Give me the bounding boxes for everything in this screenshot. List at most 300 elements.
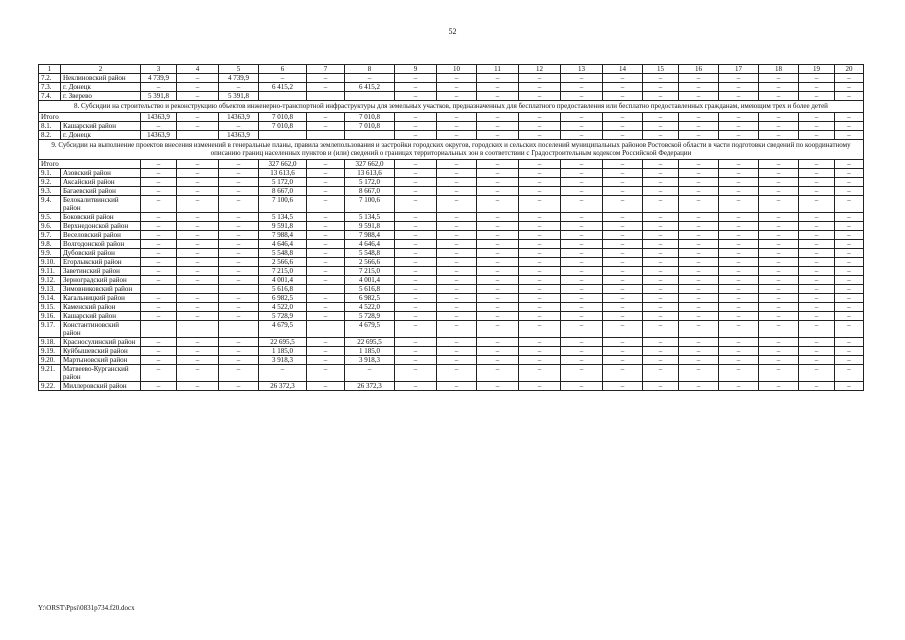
empty-dash-cell: –: [799, 121, 835, 130]
empty-dash-cell: –: [477, 266, 519, 275]
empty-dash-cell: –: [603, 248, 643, 257]
empty-dash-cell: –: [519, 130, 561, 139]
empty-dash-cell: –: [603, 239, 643, 248]
empty-dash-cell: –: [395, 293, 437, 302]
empty-dash-cell: –: [719, 221, 759, 230]
empty-dash-cell: –: [643, 195, 679, 212]
empty-dash-cell: –: [477, 257, 519, 266]
row-number: 8.1.: [39, 121, 61, 130]
empty-dash-cell: –: [679, 92, 719, 101]
empty-dash-cell: –: [719, 239, 759, 248]
empty-dash-cell: –: [519, 212, 561, 221]
empty-dash-cell: –: [395, 212, 437, 221]
empty-dash-cell: –: [759, 275, 799, 284]
empty-dash-cell: –: [437, 248, 477, 257]
empty-dash-cell: –: [561, 320, 603, 337]
row-district-name: Веселовский район: [61, 230, 141, 239]
subsidy-table: [38, 64, 864, 391]
value-cell-c8: –: [345, 74, 395, 83]
empty-dash-cell: –: [799, 186, 835, 195]
row-number: 9.12.: [39, 275, 61, 284]
empty-dash-cell: –: [477, 230, 519, 239]
value-cell-c5: –: [219, 302, 259, 311]
value-cell-c4: –: [177, 302, 219, 311]
empty-dash-cell: –: [561, 337, 603, 346]
empty-dash-cell: –: [561, 364, 603, 381]
row-district-name: Дубовский район: [61, 248, 141, 257]
table-row: [39, 177, 864, 186]
table-row: [39, 159, 864, 168]
empty-dash-cell: –: [395, 355, 437, 364]
section-heading: 8. Субсидии на строительство и реконструкцию объектов инженерно-транспортной инфраструктуры для земельных участков, предназначенных для бесплатного предоставления или бесплатно предоставленных гражданам, имеющим трех и более детей: [39, 101, 864, 113]
value-cell-c6: 5 616,8: [259, 284, 307, 293]
empty-dash-cell: –: [799, 130, 835, 139]
row-district-name: г. Донецк: [61, 83, 141, 92]
empty-dash-cell: –: [603, 92, 643, 101]
empty-dash-cell: –: [477, 275, 519, 284]
value-cell-c5: –: [219, 346, 259, 355]
empty-dash-cell: –: [603, 112, 643, 121]
empty-dash-cell: –: [519, 195, 561, 212]
empty-dash-cell: –: [643, 186, 679, 195]
table-row: [39, 168, 864, 177]
empty-dash-cell: –: [759, 195, 799, 212]
row-district-name: Кашарский район: [61, 121, 141, 130]
value-cell-c7: [307, 320, 345, 337]
empty-dash-cell: –: [835, 364, 864, 381]
value-cell-c7: –: [307, 248, 345, 257]
empty-dash-cell: –: [835, 320, 864, 337]
row-number: 9.1.: [39, 168, 61, 177]
empty-dash-cell: –: [799, 311, 835, 320]
empty-dash-cell: –: [719, 284, 759, 293]
value-cell-c7: [307, 130, 345, 139]
empty-dash-cell: –: [437, 121, 477, 130]
value-cell-c8: 2 566,6: [345, 257, 395, 266]
empty-dash-cell: –: [437, 168, 477, 177]
value-cell-c7: [307, 92, 345, 101]
empty-dash-cell: –: [603, 266, 643, 275]
empty-dash-cell: –: [759, 302, 799, 311]
empty-dash-cell: –: [437, 195, 477, 212]
empty-dash-cell: –: [799, 275, 835, 284]
empty-dash-cell: –: [835, 346, 864, 355]
value-cell-c3: –: [141, 302, 177, 311]
value-cell-c7: –: [307, 112, 345, 121]
value-cell-c5: –: [219, 355, 259, 364]
empty-dash-cell: –: [643, 168, 679, 177]
table-row: [39, 112, 864, 121]
value-cell-c8: 22 695,5: [345, 337, 395, 346]
empty-dash-cell: –: [719, 346, 759, 355]
value-cell-c3: –: [141, 346, 177, 355]
empty-dash-cell: –: [759, 337, 799, 346]
value-cell-c7: –: [307, 337, 345, 346]
value-cell-c6: 4 522,0: [259, 302, 307, 311]
empty-dash-cell: –: [519, 381, 561, 390]
empty-dash-cell: –: [519, 302, 561, 311]
value-cell-c4: –: [177, 92, 219, 101]
value-cell-c5: –: [219, 177, 259, 186]
empty-dash-cell: –: [719, 177, 759, 186]
value-cell-c3: –: [141, 257, 177, 266]
empty-dash-cell: –: [477, 130, 519, 139]
value-cell-c6: 5 172,0: [259, 177, 307, 186]
value-cell-c6: [259, 92, 307, 101]
empty-dash-cell: –: [519, 159, 561, 168]
empty-dash-cell: –: [561, 257, 603, 266]
empty-dash-cell: –: [561, 92, 603, 101]
table-row: [39, 130, 864, 139]
value-cell-c8: –: [345, 364, 395, 381]
empty-dash-cell: –: [679, 168, 719, 177]
table-row: [39, 186, 864, 195]
empty-dash-cell: –: [561, 112, 603, 121]
empty-dash-cell: –: [719, 74, 759, 83]
empty-dash-cell: –: [799, 355, 835, 364]
empty-dash-cell: –: [477, 320, 519, 337]
column-number-cell: 13: [561, 65, 603, 74]
empty-dash-cell: –: [477, 302, 519, 311]
empty-dash-cell: –: [719, 364, 759, 381]
value-cell-c8: [345, 130, 395, 139]
empty-dash-cell: –: [799, 381, 835, 390]
value-cell-c5: –: [219, 381, 259, 390]
empty-dash-cell: –: [719, 320, 759, 337]
empty-dash-cell: –: [477, 186, 519, 195]
value-cell-c3: –: [141, 355, 177, 364]
value-cell-c6: 8 667,0: [259, 186, 307, 195]
empty-dash-cell: –: [477, 212, 519, 221]
value-cell-c5: 14363,9: [219, 112, 259, 121]
table-row: [39, 346, 864, 355]
empty-dash-cell: –: [395, 195, 437, 212]
value-cell-c5: –: [219, 195, 259, 212]
empty-dash-cell: –: [477, 177, 519, 186]
empty-dash-cell: –: [643, 212, 679, 221]
value-cell-c5: –: [219, 311, 259, 320]
empty-dash-cell: –: [437, 320, 477, 337]
value-cell-c6: 7 215,0: [259, 266, 307, 275]
empty-dash-cell: –: [603, 177, 643, 186]
empty-dash-cell: –: [759, 266, 799, 275]
value-cell-c3: –: [141, 311, 177, 320]
value-cell-c7: –: [307, 230, 345, 239]
file-path-footer: Y:\ORST\Ppsi\0831p734.f20.docx: [38, 604, 135, 612]
empty-dash-cell: –: [395, 248, 437, 257]
table-row: [39, 257, 864, 266]
empty-dash-cell: –: [603, 275, 643, 284]
value-cell-c6: 4 646,4: [259, 239, 307, 248]
table-row: [39, 355, 864, 364]
empty-dash-cell: –: [719, 168, 759, 177]
empty-dash-cell: –: [561, 221, 603, 230]
empty-dash-cell: –: [719, 293, 759, 302]
empty-dash-cell: –: [643, 177, 679, 186]
value-cell-c8: 5 616,8: [345, 284, 395, 293]
empty-dash-cell: –: [437, 337, 477, 346]
empty-dash-cell: –: [835, 302, 864, 311]
value-cell-c3: 5 391,8: [141, 92, 177, 101]
value-cell-c3: [141, 320, 177, 337]
empty-dash-cell: –: [477, 381, 519, 390]
value-cell-c3: –: [141, 239, 177, 248]
row-district-name: Матвеево-Курганский район: [61, 364, 141, 381]
value-cell-c3: –: [141, 381, 177, 390]
value-cell-c8: 13 613,6: [345, 168, 395, 177]
empty-dash-cell: –: [395, 92, 437, 101]
empty-dash-cell: –: [719, 159, 759, 168]
column-number-cell: 20: [835, 65, 864, 74]
value-cell-c3: –: [141, 221, 177, 230]
empty-dash-cell: –: [679, 212, 719, 221]
empty-dash-cell: –: [437, 92, 477, 101]
empty-dash-cell: –: [561, 239, 603, 248]
row-district-name: Миллеровский район: [61, 381, 141, 390]
empty-dash-cell: –: [799, 83, 835, 92]
value-cell-c8: 4 679,5: [345, 320, 395, 337]
empty-dash-cell: –: [679, 284, 719, 293]
empty-dash-cell: –: [759, 364, 799, 381]
value-cell-c7: –: [307, 275, 345, 284]
value-cell-c5: –: [219, 221, 259, 230]
row-district-name: Неклиновский район: [61, 74, 141, 83]
empty-dash-cell: –: [679, 311, 719, 320]
value-cell-c3: –: [141, 212, 177, 221]
empty-dash-cell: –: [603, 221, 643, 230]
empty-dash-cell: –: [561, 74, 603, 83]
empty-dash-cell: –: [603, 168, 643, 177]
empty-dash-cell: –: [759, 320, 799, 337]
empty-dash-cell: –: [395, 337, 437, 346]
empty-dash-cell: –: [395, 381, 437, 390]
column-number-cell: 12: [519, 65, 561, 74]
empty-dash-cell: –: [437, 212, 477, 221]
empty-dash-cell: –: [643, 239, 679, 248]
empty-dash-cell: –: [477, 121, 519, 130]
empty-dash-cell: –: [437, 257, 477, 266]
empty-dash-cell: –: [395, 83, 437, 92]
row-district-name: Мартыновский район: [61, 355, 141, 364]
value-cell-c4: –: [177, 230, 219, 239]
column-number-cell: 18: [759, 65, 799, 74]
column-number-cell: 7: [307, 65, 345, 74]
empty-dash-cell: –: [561, 275, 603, 284]
empty-dash-cell: –: [395, 221, 437, 230]
empty-dash-cell: –: [437, 346, 477, 355]
empty-dash-cell: –: [477, 355, 519, 364]
value-cell-c4: –: [177, 177, 219, 186]
empty-dash-cell: –: [561, 159, 603, 168]
value-cell-c8: 327 662,0: [345, 159, 395, 168]
section-heading: 9. Субсидии на выполнение проектов внесения изменений в генеральные планы, правила землепользования и застройки городских округов, городских и сельских поселений муниципальных районов Ростовской области в части подготовки сведений по координатному описанию границ населенных пунктов и (или) сведений о границах территориальных зон в соответствии с Градостроительным кодексом Российской Федерации: [39, 139, 864, 159]
empty-dash-cell: –: [519, 239, 561, 248]
row-district-name: Кагальницкий район: [61, 293, 141, 302]
empty-dash-cell: –: [835, 381, 864, 390]
value-cell-c5: –: [219, 83, 259, 92]
value-cell-c4: –: [177, 266, 219, 275]
value-cell-c8: 7 215,0: [345, 266, 395, 275]
row-number: 9.16.: [39, 311, 61, 320]
empty-dash-cell: –: [643, 112, 679, 121]
empty-dash-cell: –: [719, 337, 759, 346]
row-number: 9.3.: [39, 186, 61, 195]
empty-dash-cell: –: [643, 257, 679, 266]
empty-dash-cell: –: [477, 284, 519, 293]
empty-dash-cell: –: [561, 186, 603, 195]
column-number-cell: 8: [345, 65, 395, 74]
empty-dash-cell: –: [759, 74, 799, 83]
empty-dash-cell: –: [643, 266, 679, 275]
row-number: 9.20.: [39, 355, 61, 364]
empty-dash-cell: –: [759, 92, 799, 101]
column-number-cell: 10: [437, 65, 477, 74]
value-cell-c7: –: [307, 311, 345, 320]
value-cell-c3: –: [141, 337, 177, 346]
empty-dash-cell: –: [395, 239, 437, 248]
row-district-name: Каменский район: [61, 302, 141, 311]
empty-dash-cell: –: [519, 293, 561, 302]
value-cell-c4: –: [177, 112, 219, 121]
empty-dash-cell: –: [835, 74, 864, 83]
value-cell-c8: 26 372,3: [345, 381, 395, 390]
value-cell-c8: 5 728,9: [345, 311, 395, 320]
value-cell-c7: –: [307, 266, 345, 275]
empty-dash-cell: –: [477, 248, 519, 257]
value-cell-c4: –: [177, 364, 219, 381]
empty-dash-cell: –: [643, 130, 679, 139]
value-cell-c8: 6 415,2: [345, 83, 395, 92]
empty-dash-cell: –: [437, 83, 477, 92]
empty-dash-cell: –: [395, 177, 437, 186]
table-row: [39, 92, 864, 101]
row-number: 9.14.: [39, 293, 61, 302]
column-number-cell: 14: [603, 65, 643, 74]
empty-dash-cell: –: [477, 239, 519, 248]
empty-dash-cell: –: [477, 346, 519, 355]
empty-dash-cell: –: [759, 381, 799, 390]
empty-dash-cell: –: [799, 266, 835, 275]
value-cell-c4: [177, 320, 219, 337]
empty-dash-cell: –: [519, 230, 561, 239]
row-number: 9.17.: [39, 320, 61, 337]
empty-dash-cell: –: [519, 364, 561, 381]
empty-dash-cell: –: [395, 130, 437, 139]
empty-dash-cell: –: [395, 168, 437, 177]
empty-dash-cell: –: [519, 275, 561, 284]
value-cell-c6: 13 613,6: [259, 168, 307, 177]
value-cell-c6: 7 010,8: [259, 121, 307, 130]
empty-dash-cell: –: [835, 355, 864, 364]
empty-dash-cell: –: [561, 212, 603, 221]
column-number-cell: 2: [61, 65, 141, 74]
value-cell-c3: –: [141, 177, 177, 186]
row-total-label: Итого: [39, 159, 141, 168]
value-cell-c4: –: [177, 83, 219, 92]
empty-dash-cell: –: [395, 121, 437, 130]
value-cell-c4: –: [177, 212, 219, 221]
empty-dash-cell: –: [799, 112, 835, 121]
value-cell-c6: 6 982,5: [259, 293, 307, 302]
value-cell-c4: –: [177, 381, 219, 390]
empty-dash-cell: –: [561, 355, 603, 364]
empty-dash-cell: –: [477, 112, 519, 121]
empty-dash-cell: –: [603, 320, 643, 337]
row-district-name: Зимовниковский район: [61, 284, 141, 293]
value-cell-c6: 2 566,6: [259, 257, 307, 266]
empty-dash-cell: –: [759, 212, 799, 221]
section-heading-row: [39, 101, 864, 113]
empty-dash-cell: –: [719, 302, 759, 311]
empty-dash-cell: –: [759, 221, 799, 230]
table-row: [39, 284, 864, 293]
empty-dash-cell: –: [679, 177, 719, 186]
row-number: 9.9.: [39, 248, 61, 257]
row-district-name: Кашарский район: [61, 311, 141, 320]
empty-dash-cell: –: [519, 284, 561, 293]
empty-dash-cell: –: [835, 130, 864, 139]
empty-dash-cell: –: [519, 121, 561, 130]
empty-dash-cell: –: [603, 355, 643, 364]
value-cell-c3: 4 739,9: [141, 74, 177, 83]
column-number-cell: 3: [141, 65, 177, 74]
empty-dash-cell: –: [395, 266, 437, 275]
empty-dash-cell: –: [719, 266, 759, 275]
value-cell-c6: 5 134,5: [259, 212, 307, 221]
empty-dash-cell: –: [437, 74, 477, 83]
value-cell-c3: –: [141, 275, 177, 284]
empty-dash-cell: –: [799, 364, 835, 381]
value-cell-c3: –: [141, 121, 177, 130]
empty-dash-cell: –: [719, 212, 759, 221]
empty-dash-cell: –: [437, 293, 477, 302]
table-row: [39, 311, 864, 320]
value-cell-c4: –: [177, 355, 219, 364]
row-number: 9.2.: [39, 177, 61, 186]
empty-dash-cell: –: [643, 230, 679, 239]
column-number-cell: 11: [477, 65, 519, 74]
column-number-row: [39, 65, 864, 74]
row-number: 9.7.: [39, 230, 61, 239]
row-district-name: Зерноградский район: [61, 275, 141, 284]
empty-dash-cell: –: [799, 230, 835, 239]
row-number: 9.5.: [39, 212, 61, 221]
empty-dash-cell: –: [395, 320, 437, 337]
row-number: 9.8.: [39, 239, 61, 248]
value-cell-c5: 4 739,9: [219, 74, 259, 83]
value-cell-c6: –: [259, 74, 307, 83]
row-number: 7.3.: [39, 83, 61, 92]
empty-dash-cell: –: [437, 230, 477, 239]
empty-dash-cell: –: [519, 168, 561, 177]
empty-dash-cell: –: [835, 311, 864, 320]
table-row: [39, 337, 864, 346]
empty-dash-cell: –: [603, 381, 643, 390]
row-district-name: Константиновский район: [61, 320, 141, 337]
empty-dash-cell: –: [437, 186, 477, 195]
empty-dash-cell: –: [679, 257, 719, 266]
row-number: 8.2.: [39, 130, 61, 139]
value-cell-c5: –: [219, 239, 259, 248]
value-cell-c6: 3 918,3: [259, 355, 307, 364]
empty-dash-cell: –: [395, 275, 437, 284]
row-total-label: Итого: [39, 112, 141, 121]
value-cell-c4: –: [177, 168, 219, 177]
empty-dash-cell: –: [679, 266, 719, 275]
value-cell-c5: –: [219, 293, 259, 302]
empty-dash-cell: –: [395, 186, 437, 195]
value-cell-c5: –: [219, 212, 259, 221]
